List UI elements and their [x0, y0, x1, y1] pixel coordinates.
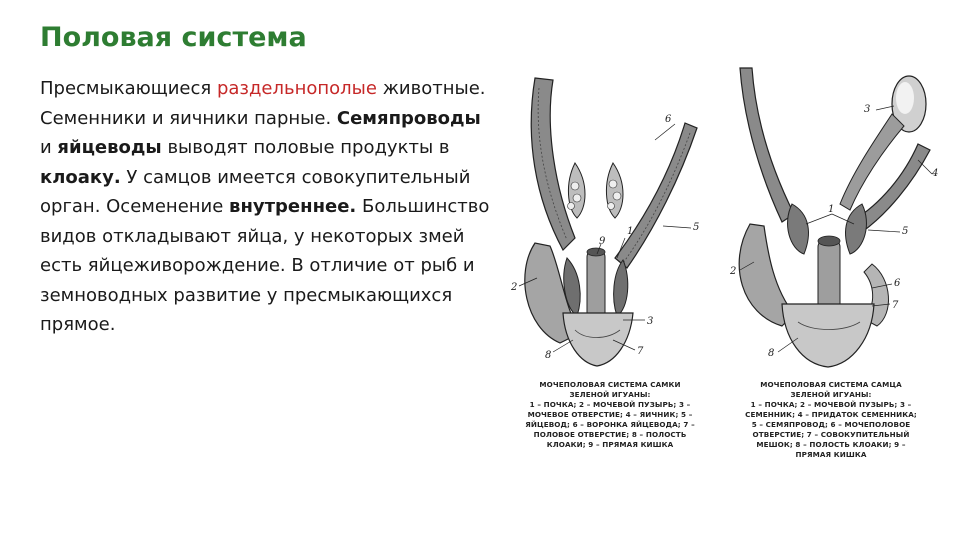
female-label-3: 3 — [647, 316, 654, 327]
bold-term: яйцеводы — [57, 137, 162, 158]
male-label-1: 1 — [828, 204, 835, 215]
female-figure-caption — [515, 380, 705, 450]
caption-line: ПРЯМАЯ КИШКА — [795, 450, 867, 459]
female-label-7: 7 — [637, 346, 644, 357]
male-label-8: 8 — [768, 348, 775, 359]
caption-line: МОЧЕПОЛОВАЯ СИСТЕМА САМКИ — [539, 380, 681, 389]
bold-term: Семяпроводы — [336, 107, 481, 129]
caption-line: ОТВЕРСТИЕ; 7 – СОВОКУПИТЕЛЬНЫЙ — [752, 430, 910, 439]
highlight-term: раздельнополые — [216, 78, 377, 99]
female-label-5: 5 — [693, 222, 700, 233]
caption-line: ЗЕЛЕНОЙ ИГУАНЫ: — [569, 390, 651, 399]
body-text-run: Большинство видов откладывают яйца, у некоторых змей есть яйцеживорождение. В отличие от рыб и земноводных развитие у пресмыкающихся прямое. — [40, 196, 490, 335]
male-label-5: 5 — [902, 226, 909, 237]
female-urogenital-illustration — [505, 68, 710, 370]
caption-line: 1 – ПОЧКА; 2 – МОЧЕВОЙ ПУЗЫРЬ; 3 – — [529, 400, 691, 409]
bold-term: внутреннее. — [229, 196, 357, 217]
female-label-8: 8 — [545, 350, 552, 361]
male-label-2: 2 — [730, 266, 737, 277]
caption-line: ЯЙЦЕВОД; 6 – ВОРОНКА ЯЙЦЕВОДА; 7 – — [525, 420, 695, 429]
slide-title: Половая система — [40, 22, 307, 53]
body-text-run: и — [40, 137, 58, 158]
caption-line: КЛОАКИ; 9 – ПРЯМАЯ КИШКА — [546, 440, 674, 449]
male-label-4: 4 — [932, 168, 939, 179]
caption-line: МОЧЕПОЛОВАЯ СИСТЕМА САМЦА — [760, 380, 902, 389]
caption-line: ПОЛОВОЕ ОТВЕРСТИЕ; 8 – ПОЛОСТЬ — [533, 430, 687, 439]
female-label-6: 6 — [665, 114, 672, 125]
caption-line: 5 – СЕМЯПРОВОД; 6 – МОЧЕПОЛОВОЕ — [751, 420, 911, 429]
male-label-3: 3 — [864, 104, 871, 115]
body-text-run: выводят половые продукты в — [161, 137, 450, 158]
body-text-run: У самцов имеется совокупительный орган. Осеменение — [40, 166, 471, 217]
male-urogenital-illustration — [722, 64, 944, 370]
male-label-6: 6 — [894, 278, 901, 289]
female-label-9: 9 — [599, 236, 606, 247]
bold-term: клоаку. — [40, 166, 121, 188]
female-label-1: 1 — [627, 226, 634, 237]
caption-line: ЗЕЛЕНОЙ ИГУАНЫ: — [790, 390, 872, 399]
slide-body-text — [40, 74, 490, 340]
male-label-7: 7 — [892, 300, 899, 311]
body-text-run: Пресмыкающиеся — [40, 78, 217, 99]
caption-line: СЕМЕННИК; 4 – ПРИДАТОК СЕМЕННИКА; — [745, 410, 917, 419]
caption-line: МЕШОК; 8 – ПОЛОСТЬ КЛОАКИ; 9 – — [756, 440, 906, 449]
male-figure-caption — [742, 380, 920, 460]
body-text-run: животные. Семенники и яичники парные. — [40, 78, 486, 129]
caption-line: 1 – ПОЧКА; 2 – МОЧЕВОЙ ПУЗЫРЬ; 3 – — [750, 400, 912, 409]
caption-line: МОЧЕВОЕ ОТВЕРСТИЕ; 4 – ЯИЧНИК; 5 – — [527, 410, 693, 419]
female-label-2: 2 — [511, 282, 518, 293]
